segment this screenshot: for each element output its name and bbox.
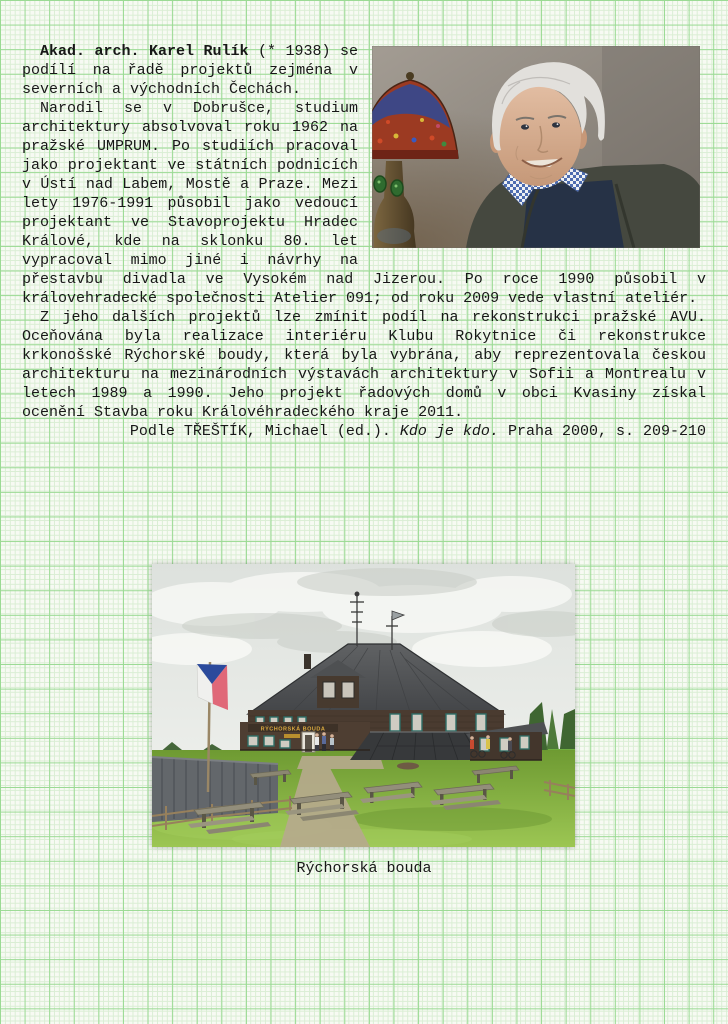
people-at-entrance — [315, 732, 334, 751]
building-photo-image — [152, 564, 575, 847]
photo-caption: Rýchorská bouda — [296, 860, 432, 877]
article-text — [22, 42, 706, 441]
citation: Podle TŘEŠTÍK, Michael (ed.). Kdo je kdo. Praha 2000, s. 209-210 — [129, 423, 706, 440]
person-name: Akad. arch. Karel Rulík — [40, 43, 249, 60]
building-photo — [152, 564, 575, 847]
paragraph-2: Narodil se v Dobrušce, studium architektury absolvoval roku 1962 na pražské UMPRUM. Po studiích pracoval jako projektant ve státních podnicích v Ústí nad Labem, Mostě a Praze. Mezi lety 1976-1991 působil jako vedoucí projektant ve Stavoprojektu Hradec Králové, kde na sklonku 80. let vypracoval mimo jiné i návrhy na přestavbu divadla ve Vysokém nad Jizerou. Po roce 1990 působil v královehradecké společnosti Atelier 091; od roku 2009 vede vlastní ateliér. — [22, 100, 706, 307]
log-bench — [397, 763, 419, 770]
citation-title: Kdo je kdo. — [399, 423, 499, 440]
building-sign-text: RÝCHORSKÁ BOUDA — [260, 726, 326, 733]
paragraph-3: Z jeho dalších projektů lze zmínit podíl na rekonstrukci pražské AVU. Oceňována byla realizace interiéru Klubu Rokytnice či rekonstrukce krkonošské Rýchorské boudy, která byla vybrána, aby reprezentovala českou architekturu na mezinárodních výstavách architektury v Sofii a Montrealu v letech 1989 a 1990. Jeho projekt řadových domů v obci Kvasiny získal ocenění Stavba roku Královéhradeckého kraje 2011. — [22, 309, 706, 421]
portrait-photo — [372, 46, 700, 248]
paragraph-1: Akad. arch. Karel Rulík (* 1938) se podílí na řadě projektů zejména v severních a východních Čechách. — [22, 43, 358, 98]
portrait-photo-image — [372, 46, 700, 248]
